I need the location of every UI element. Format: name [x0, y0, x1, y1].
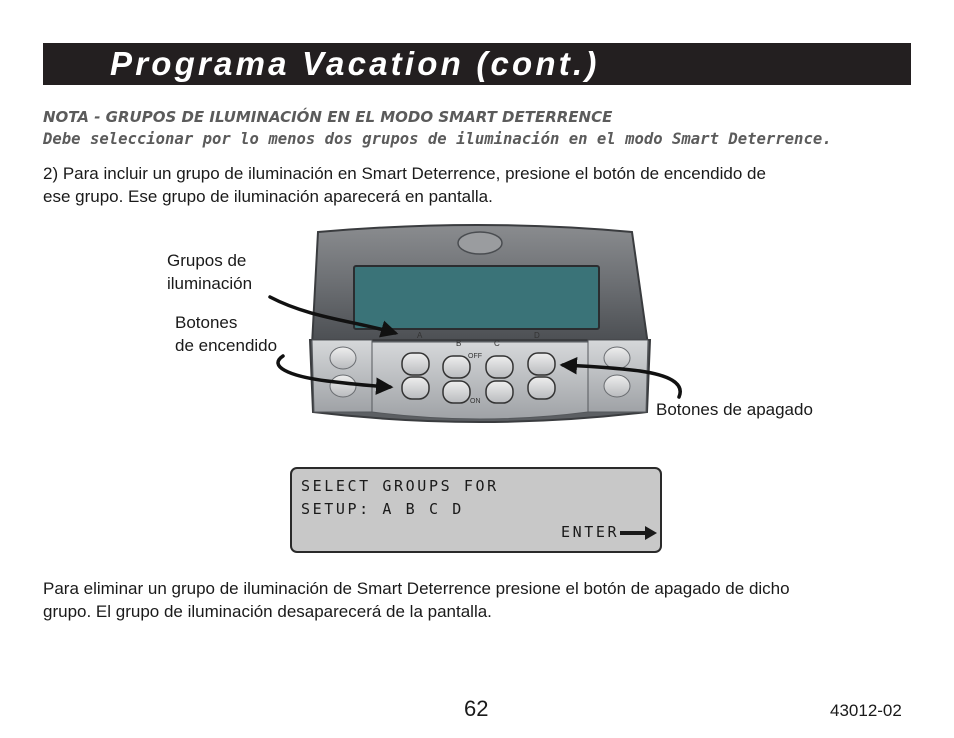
group-letter-d: D	[534, 331, 540, 340]
note-heading: NOTA - GRUPOS DE ILUMINACIÓN EN EL MODO SMART DETERRENCE	[43, 108, 613, 126]
page-title: Programa Vacation (cont.)	[110, 45, 600, 82]
lcd-screen	[354, 266, 599, 329]
brand-logo	[458, 232, 502, 254]
page-number: 62	[464, 696, 489, 721]
removal-paragraph	[43, 577, 913, 623]
off-button-d	[528, 353, 555, 375]
off-button-b	[443, 356, 470, 378]
side-button-left-bottom	[330, 375, 356, 397]
side-button-right-top	[604, 347, 630, 369]
side-button-right-bottom	[604, 375, 630, 397]
enter-arrow-icon	[620, 525, 658, 541]
on-button-a	[402, 377, 429, 399]
label-on-buttons	[175, 311, 277, 357]
label-lighting-groups	[167, 249, 252, 295]
step2-line2: ese grupo. Ese grupo de iluminación aparecerá en pantalla.	[43, 187, 493, 206]
label-lighting-groups-line1: Grupos de	[167, 251, 247, 270]
label-lighting-groups-line2: iluminación	[167, 274, 253, 293]
on-button-c	[486, 381, 513, 403]
display-readout	[290, 467, 662, 553]
group-letter-c: C	[494, 339, 500, 348]
removal-line2: grupo. El grupo de iluminación desaparecerá de la pantalla.	[43, 602, 492, 621]
removal-line1: Para eliminar un grupo de iluminación de Smart Deterrence presione el botón de apagado de dicho	[43, 579, 790, 598]
on-button-b	[443, 381, 470, 403]
display-enter-label: ENTER	[561, 523, 620, 541]
label-on-buttons-line1: Botones	[175, 313, 238, 332]
off-button-c	[486, 356, 513, 378]
on-button-d	[528, 377, 555, 399]
step2-line1: 2) Para incluir un grupo de iluminación en Smart Deterrence, presione el botón de encendido de	[43, 164, 766, 183]
display-line1: SELECT GROUPS FOR	[301, 477, 499, 495]
side-button-left-top	[330, 347, 356, 369]
group-letter-b: B	[456, 339, 462, 348]
document-code: 43012-02	[830, 701, 902, 720]
off-button-a	[402, 353, 429, 375]
note-body: Debe seleccionar por lo menos dos grupos de iluminación en el modo Smart Deterrence.	[43, 130, 832, 148]
group-letter-a: A	[417, 331, 423, 340]
label-off-buttons: Botones de apagado	[656, 400, 813, 419]
on-text: ON	[470, 398, 481, 405]
off-text: OFF	[468, 353, 482, 360]
display-line2: SETUP: A B C D	[301, 500, 464, 518]
label-on-buttons-line2: de encendido	[175, 336, 278, 355]
